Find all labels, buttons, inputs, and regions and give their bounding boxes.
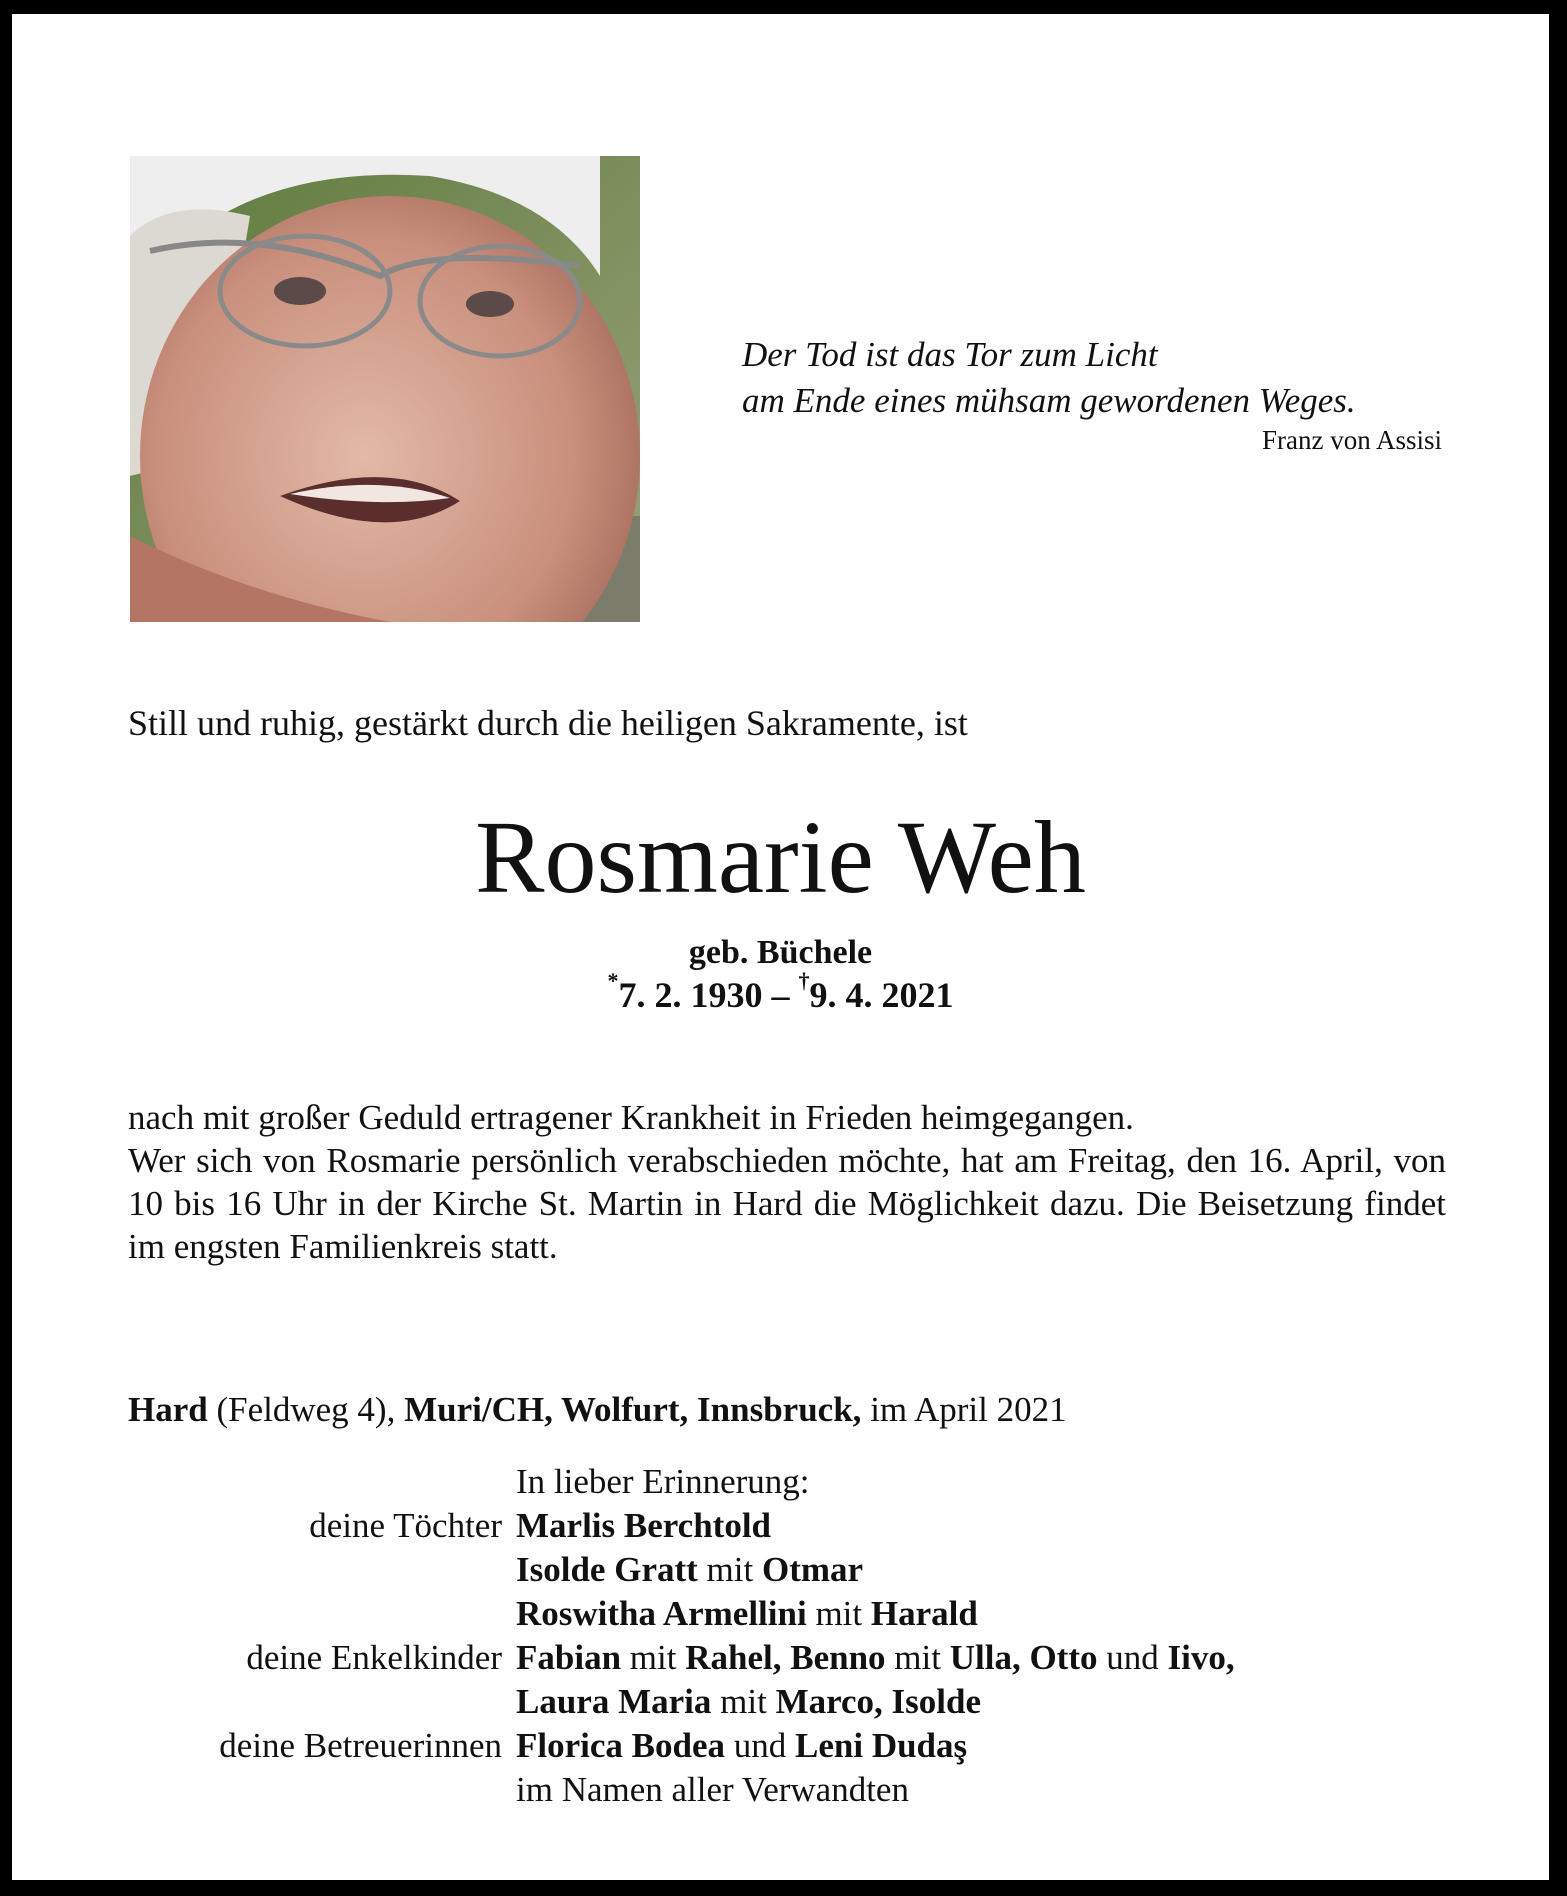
- grandchildren-label: deine Enkelkinder: [246, 1638, 502, 1677]
- birth-symbol: *: [607, 968, 619, 993]
- daughter-2: Isolde Gratt: [516, 1550, 698, 1589]
- death-symbol: †: [798, 968, 810, 993]
- portrait-photo: [130, 156, 640, 622]
- quote-author: Franz von Assisi: [1261, 425, 1442, 455]
- daughters-row-2: Isolde Gratt mit Otmar: [516, 1550, 864, 1589]
- body-text: [128, 1096, 1446, 1268]
- quote-line-1: Der Tod ist das Tor zum Licht: [742, 335, 1158, 374]
- place-hard: Hard: [128, 1390, 208, 1429]
- life-dates: [12, 968, 1549, 1016]
- place-and-date: [128, 1390, 1067, 1430]
- caregivers-label: deine Betreuerinnen: [219, 1726, 502, 1765]
- daughters-row-1: [128, 1504, 1448, 1548]
- grandchildren-row-1: deine Enkelkinder Fabian mit Rahel, Benno mit Ulla, Otto und Iivo,: [128, 1636, 1448, 1680]
- daughter-3-partner: Harald: [870, 1594, 978, 1633]
- daughter-3: Roswitha Armellini: [516, 1594, 807, 1633]
- daughters-row-3: Roswitha Armellini mit Harald: [516, 1594, 978, 1633]
- body-paragraph-2: Wer sich von Rosmarie persönlich verabschieden möchte, hat am Freitag, den 16. April, von 10 bis 16 Uhr in der Kirche St. Martin in Hard die Möglichkeit dazu. Die Beisetzung findet im engsten Familienkreis statt.: [128, 1141, 1446, 1266]
- birth-date: 7. 2. 1930: [618, 975, 763, 1015]
- mourners-heading: In lieber Erinnerung:: [516, 1462, 810, 1501]
- deceased-name: Rosmarie Weh: [475, 800, 1086, 915]
- daughter-2-partner: Otmar: [761, 1550, 864, 1589]
- body-paragraph-1: nach mit großer Geduld ertragener Krankheit in Frieden heimgegangen.: [128, 1098, 1134, 1137]
- maiden-name: geb. Büchele: [688, 934, 873, 971]
- quote: [742, 332, 1442, 424]
- intro-text: Still und ruhig, gestärkt durch die heiligen Sakramente, ist: [128, 703, 968, 743]
- grandchildren-row-2: Laura Maria mit Marco, Isolde: [516, 1682, 982, 1721]
- mourners-list: [128, 1460, 1448, 1812]
- place-date: im April 2021: [861, 1390, 1067, 1429]
- obituary-notice: [12, 14, 1549, 1880]
- relatives-text: im Namen aller Verwandten: [516, 1770, 909, 1809]
- daughter-1: Marlis Berchtold: [516, 1506, 772, 1545]
- mourners-heading-row: [128, 1460, 1448, 1504]
- death-date: 9. 4. 2021: [809, 975, 954, 1015]
- place-address: (Feldweg 4),: [207, 1390, 405, 1429]
- date-dash: –: [762, 975, 799, 1015]
- place-others: Muri/CH, Wolfurt, Innsbruck,: [404, 1390, 862, 1429]
- portrait-image: [130, 156, 640, 622]
- daughters-label: deine Töchter: [309, 1506, 502, 1545]
- quote-line-2: am Ende eines mühsam gewordenen Weges.: [742, 381, 1356, 420]
- relatives-row: [128, 1768, 1448, 1812]
- caregivers-row: deine Betreuerinnen Florica Bodea und Leni Dudaş: [128, 1724, 1448, 1768]
